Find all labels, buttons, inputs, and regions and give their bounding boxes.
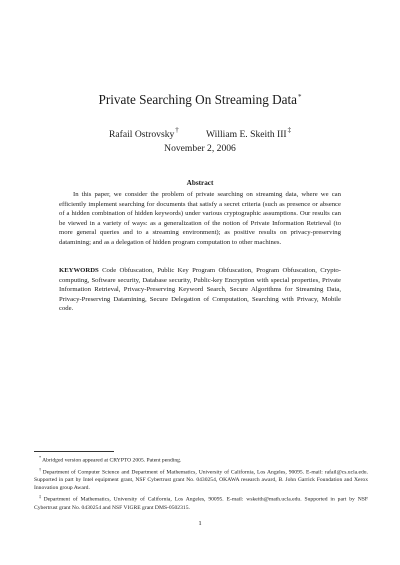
author-list	[0, 124, 400, 138]
footnote-2-mark: †	[39, 466, 42, 472]
page-number: 1	[198, 520, 202, 527]
abstract-heading: Abstract	[186, 179, 214, 187]
keywords-text: Code Obfuscation, Public Key Program Obfuscation, Program Obfuscation, Crypto-computing, Software security, Database security, Public-key Encryption with special properties, Private Information Retrieval, Privacy-Preserving Keyword Search, Secure Algorithms for Streaming Data, Privacy-Preserving Datamining, Secure Delegation of Computation, Searching with Privacy, Mobile code.	[59, 267, 341, 313]
footnote-3-text: Department of Mathematics, University of California, Los Angeles, 90095. E-mail: wskeith@math.ucla.edu. Supported in part by NSF Cybertrust grant No. 0430254 and NSF VIGRE grant DMS-0502315.	[34, 496, 369, 511]
paper-date: November 2, 2006	[164, 143, 236, 154]
footnote-divider	[34, 451, 114, 452]
author-2	[206, 124, 291, 141]
paper-title-text: Private Searching On Streaming Data	[98, 92, 297, 107]
author-2-footnote-mark: ‡	[287, 126, 292, 134]
footnotes	[34, 454, 368, 513]
author-2-name: William E. Skeith III	[206, 129, 287, 140]
author-1	[109, 124, 179, 141]
footnote-2	[34, 466, 368, 493]
footnote-3-mark: ‡	[39, 494, 43, 499]
footnote-2-text: Department of Computer Science and Department of Mathematics, University of California, Los Angeles, 90095. E-mail: rafail@cs.ucla.edu. Supported in part by Intel equipment grant, NSF Cybertrust grant No. 0430254, OKAWA research award, B. John Garrick Foundation and Xerox Innovation group Award.	[34, 469, 368, 491]
abstract-body: In this paper, we consider the problem of private searching on streaming data, where we can efficiently implement searching for documents that satisfy a secret criteria (such as presence or absence of a hidden combination of hidden keywords) under various cryptographic assumptions. Our results can be viewed in a variety of ways: as a generalization of the notion of Private Information Retrieval (to more general queries and to a streaming environment); as positive results on privacy-preserving datamining; and as a delegation of hidden program computation to other machines.	[59, 191, 341, 246]
footnote-1	[34, 454, 368, 465]
footnote-1-text: Abridged version appeared at CRYPTO 2005. Patent pending.	[42, 457, 182, 464]
author-1-footnote-mark: †	[175, 126, 179, 134]
title-footnote-mark: *	[298, 93, 302, 101]
keywords-label: KEYWORDS	[59, 267, 99, 274]
paper-title	[0, 89, 400, 108]
author-1-name: Rafail Ostrovsky	[109, 129, 175, 140]
footnote-3	[34, 493, 368, 512]
keywords-paragraph	[59, 266, 341, 314]
footnote-1-mark: *	[39, 455, 42, 460]
